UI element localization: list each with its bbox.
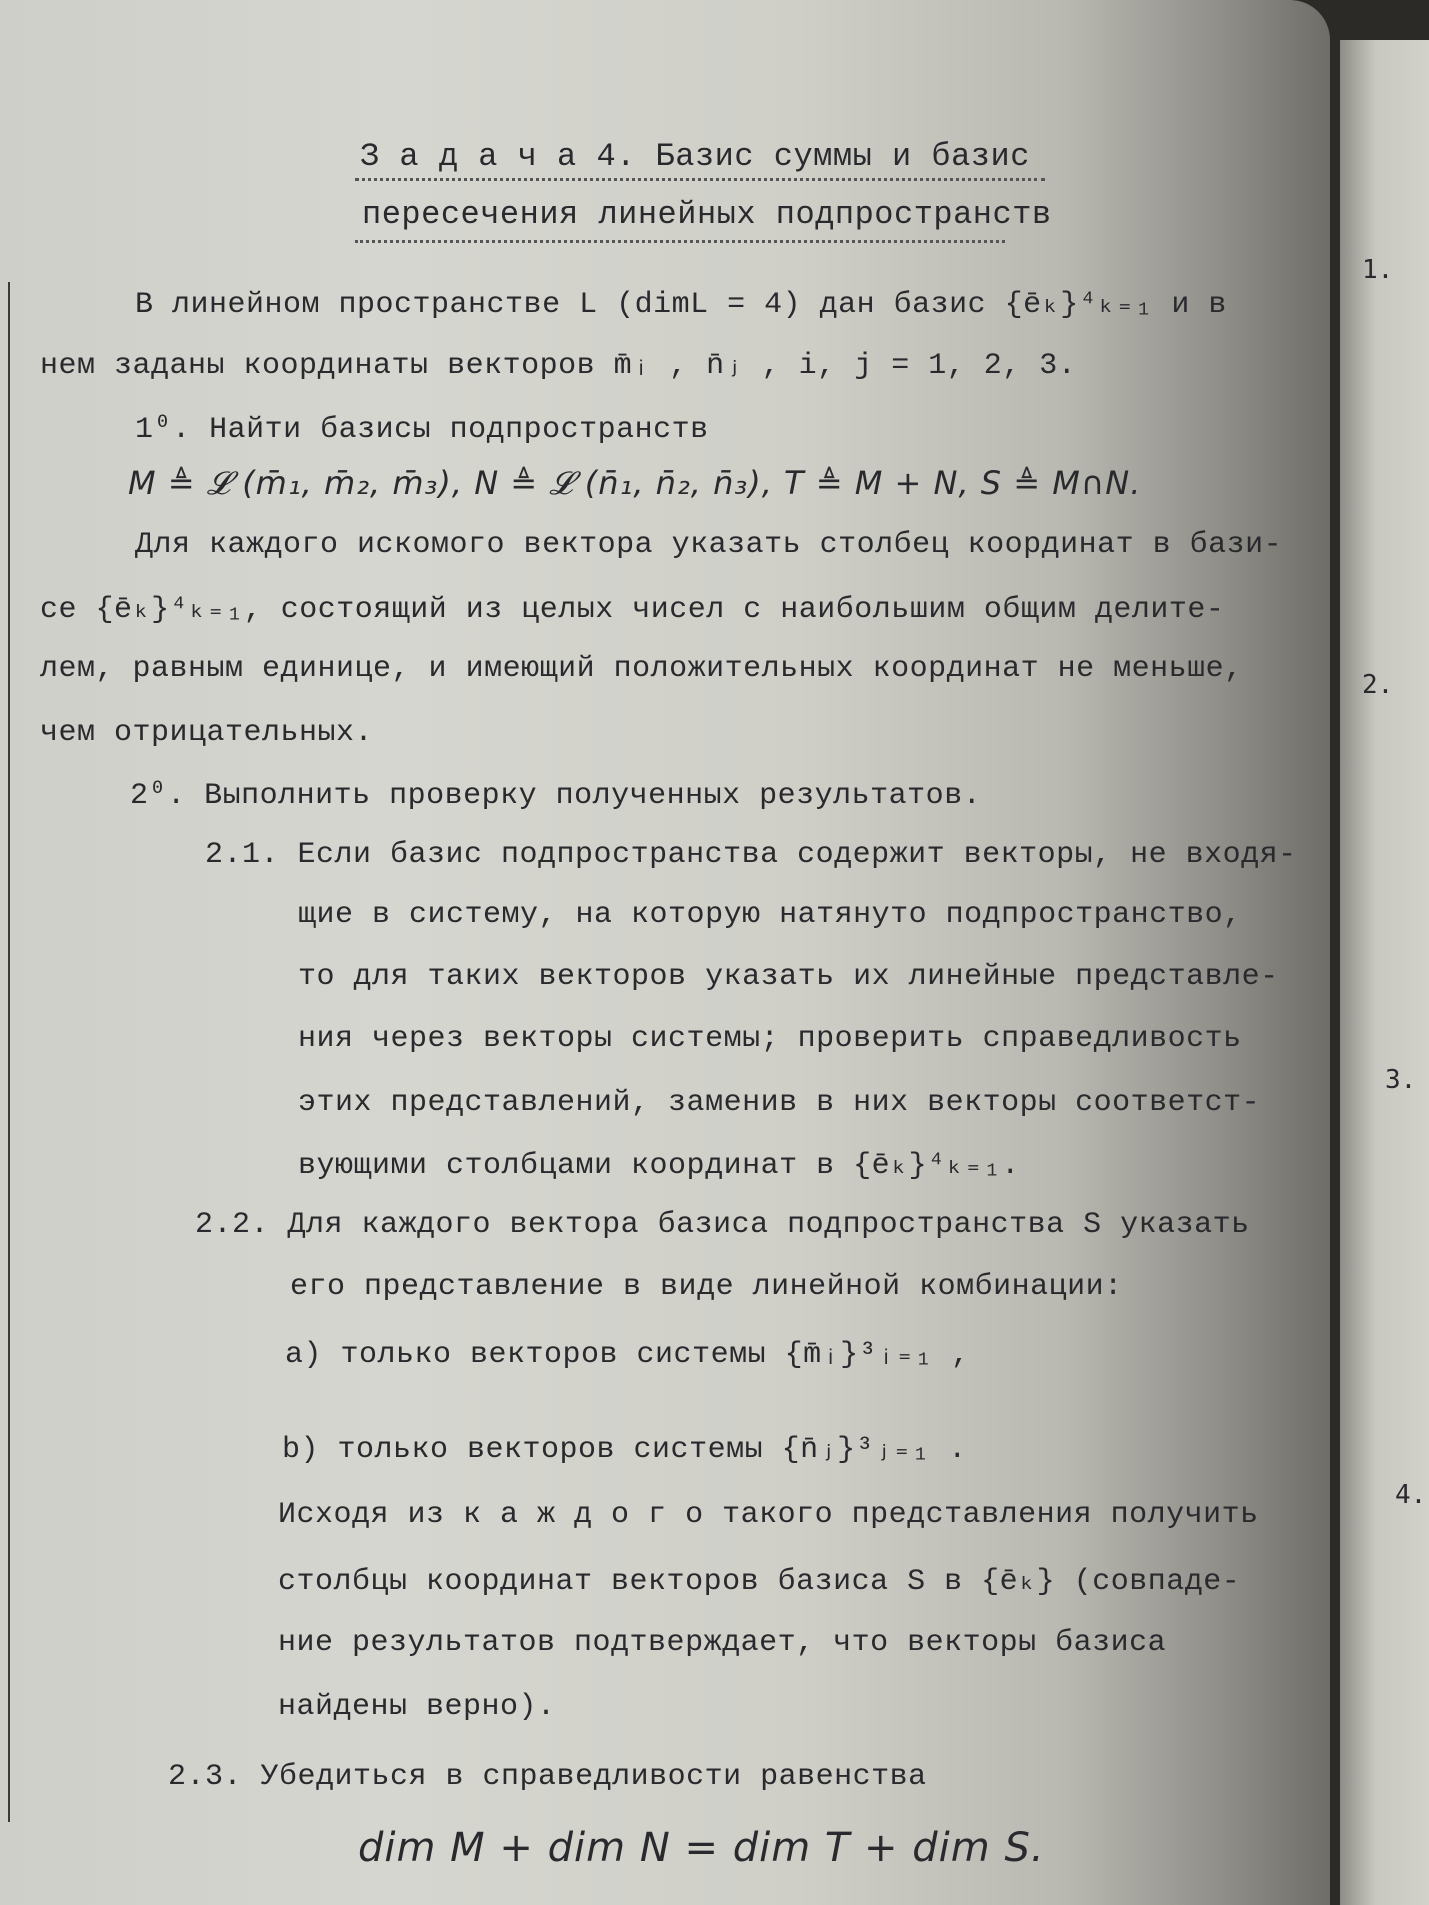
adjacent-page — [1340, 40, 1429, 1905]
formula-line: M ≜ 𝓛 (m̄₁, m̄₂, m̄₃), N ≜ 𝓛 (n̄₁, n̄₂, n̄₃), T ≜ M + N, S ≜ M∩N. — [128, 464, 1142, 502]
title-line-2: пересечения линейных подпространств — [362, 196, 1052, 233]
margin-number: 3. — [1385, 1065, 1417, 1095]
paragraph-line: В линейном пространстве L (dimL = 4) дан базис {ēₖ}⁴ₖ₌₁ и в — [135, 288, 1227, 322]
paragraph-line: чем отрицательных. — [40, 716, 374, 750]
margin-line — [8, 282, 10, 1822]
title-line-1: З а д а ч а 4. Базис суммы и базис — [360, 138, 1030, 175]
paragraph-line: столбцы координат векторов базиса S в {ēₖ} (совпаде- — [278, 1565, 1241, 1599]
paragraph-line: нем заданы координаты векторов m̄ᵢ , n̄ⱼ , i, j = 1, 2, 3. — [40, 349, 1077, 383]
paragraph-line: лем, равным единице, и имеющий положительных координат не меньше, — [40, 652, 1243, 686]
section-heading: 2⁰. Выполнить проверку полученных результатов. — [130, 779, 982, 813]
title-underline-1 — [355, 178, 1045, 181]
title-underline-2 — [355, 240, 1005, 243]
margin-number: 1. — [1362, 255, 1394, 285]
paragraph-line: 2.1. Если базис подпространства содержит векторы, не входя- — [205, 838, 1297, 872]
formula-line: dim M + dim N = dim T + dim S. — [358, 1825, 1045, 1871]
paragraph-line: Для каждого искомого вектора указать столбец координат в бази- — [135, 528, 1283, 562]
paragraph-line: то для таких векторов указать их линейные представле- — [298, 960, 1279, 994]
section-heading: 1⁰. Найти базисы подпространств — [135, 413, 709, 447]
paragraph-line: се {ēₖ}⁴ₖ₌₁, состоящий из целых чисел с наибольшим общим делите- — [40, 593, 1225, 627]
paragraph-line: Исходя из к а ж д о г о такого представления получить — [278, 1498, 1259, 1532]
list-item: b) только векторов системы {n̄ⱼ}³ⱼ₌₁ . — [282, 1433, 967, 1467]
list-item: а) только векторов системы {m̄ᵢ}³ᵢ₌₁ , — [285, 1338, 970, 1372]
paragraph-line: 2.3. Убедиться в справедливости равенства — [168, 1760, 927, 1794]
paragraph-line: ния через векторы системы; проверить справедливость — [298, 1022, 1242, 1056]
paragraph-line: вующими столбцами координат в {ēₖ}⁴ₖ₌₁. — [298, 1149, 1020, 1183]
paragraph-line: щие в систему, на которую натянуто подпространство, — [298, 898, 1242, 932]
paragraph-line: найдены верно). — [278, 1690, 556, 1724]
margin-number: 2. — [1362, 670, 1394, 700]
paragraph-line: этих представлений, заменив в них векторы соответст- — [298, 1086, 1261, 1120]
margin-number: 4. — [1395, 1480, 1427, 1510]
paragraph-line: его представление в виде линейной комбинации: — [290, 1270, 1123, 1304]
paragraph-line: ние результатов подтверждает, что векторы базиса — [278, 1626, 1167, 1660]
paragraph-line: 2.2. Для каждого вектора базиса подпространства S указать — [195, 1208, 1250, 1242]
